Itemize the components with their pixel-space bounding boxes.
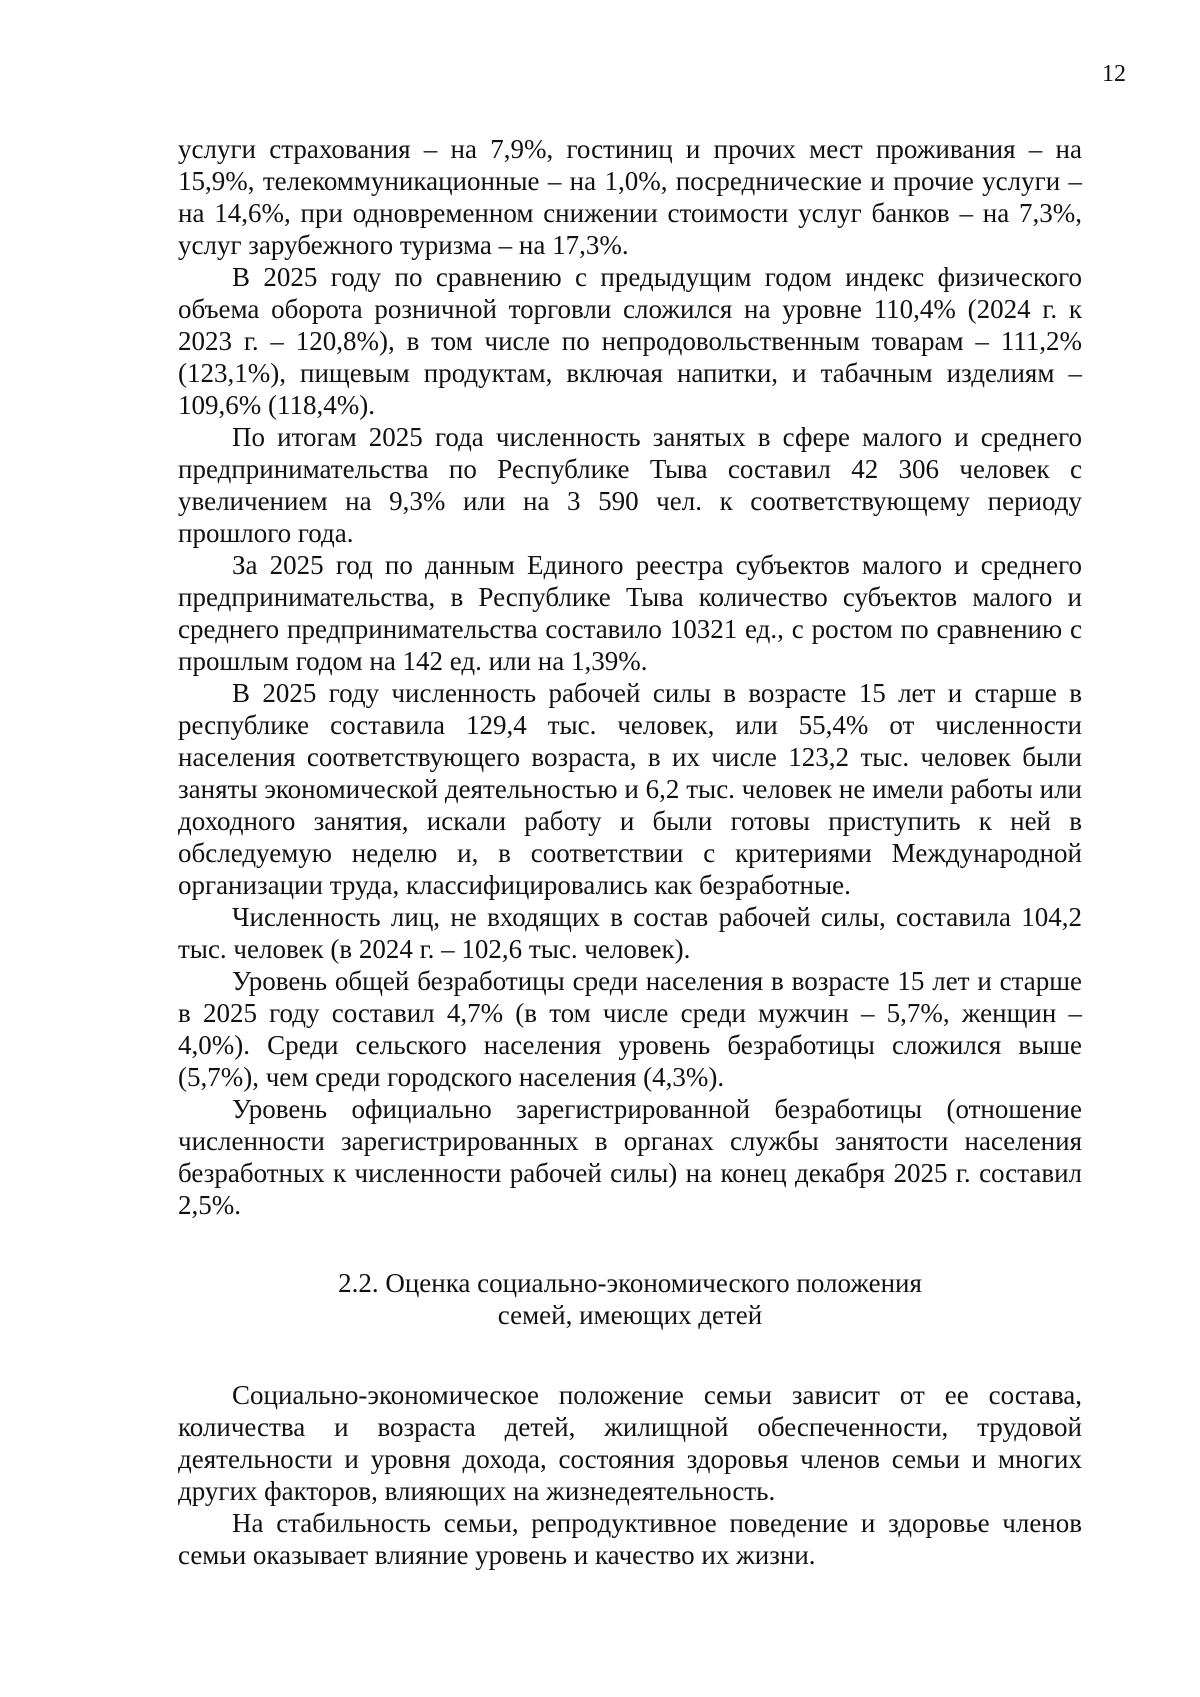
paragraph-family-stability: На стабильность семьи, репродуктивное поведение и здоровье членов семьи оказывает влияние уровень и качество их жизни.	[178, 1508, 1082, 1570]
paragraph-sme-employment: По итогам 2025 года численность занятых в сфере малого и среднего предпринимательства по Республике Тыва составил 42 306 человек с увеличением на 9,3% или на 3 590 чел. к соответствующему периоду прошлого года.	[178, 422, 1082, 548]
paragraph-family-situation: Социально-экономическое положение семьи зависит от ее состава, количества и возраста детей, жилищной обеспеченности, трудовой деятельности и уровня дохода, состояния здоровья членов семьи и многих других факторов, влияющих на жизнедеятельность.	[178, 1380, 1082, 1506]
paragraph-services-prices: услуги страхования – на 7,9%, гостиниц и прочих мест проживания – на 15,9%, телекоммуникационные – на 1,0%, посреднические и прочие услуги – на 14,6%, при одновременном снижении стоимости услуг банков – на 7,3%, услуг зарубежного туризма – на 17,3%.	[178, 134, 1082, 260]
paragraph-retail-trade: В 2025 году по сравнению с предыдущим годом индекс физического объема оборота розничной торговли сложился на уровне 110,4% (2024 г. к 2023 г. – 120,8%), в том числе по непродовольственным товарам – 111,2% (123,1%), пищевым продуктам, включая напитки, и табачным изделиям – 109,6% (118,4%).	[178, 262, 1082, 420]
paragraph-unemployment-rate: Уровень общей безработицы среди населения в возрасте 15 лет и старше в 2025 году составил 4,7% (в том числе среди мужчин – 5,7%, женщин – 4,0%). Среди сельского населения уровень безработицы сложился выше (5,7%), чем среди городского населения (4,3%).	[178, 966, 1082, 1092]
paragraph-sme-registry: За 2025 год по данным Единого реестра субъектов малого и среднего предпринимательства, в Республике Тыва количество субъектов малого и среднего предпринимательства составило 10321 ед., с ростом по сравнению с прошлым годом на 142 ед. или на 1,39%.	[178, 550, 1082, 676]
section-heading	[178, 1267, 1082, 1331]
paragraph-labor-force: В 2025 году численность рабочей силы в возрасте 15 лет и старше в республике составила 129,4 тыс. человек, или 55,4% от численности населения соответствующего возраста, в их числе 123,2 тыс. человек были заняты экономической деятельностью и 6,2 тыс. человек не имели работы или доходного занятия, искали работу и были готовы приступить к ней в обследуемую неделю и, в соответствии с критериями Международной организации труда, классифицировались как безработные.	[178, 678, 1082, 900]
paragraph-registered-unemployment: Уровень официально зарегистрированной безработицы (отношение численности зарегистрированных в органах службы занятости населения безработных к численности рабочей силы) на конец декабря 2025 г. составил 2,5%.	[178, 1094, 1082, 1220]
paragraph-outside-labor-force: Численность лиц, не входящих в состав рабочей силы, составила 104,2 тыс. человек (в 2024 г. – 102,6 тыс. человек).	[178, 902, 1082, 964]
section-heading-line-1: 2.2. Оценка социально-экономического положения	[338, 1268, 922, 1298]
page-number: 12	[1102, 61, 1126, 87]
section-heading-line-2: семей, имеющих детей	[497, 1300, 763, 1330]
document-body	[178, 133, 1082, 1571]
